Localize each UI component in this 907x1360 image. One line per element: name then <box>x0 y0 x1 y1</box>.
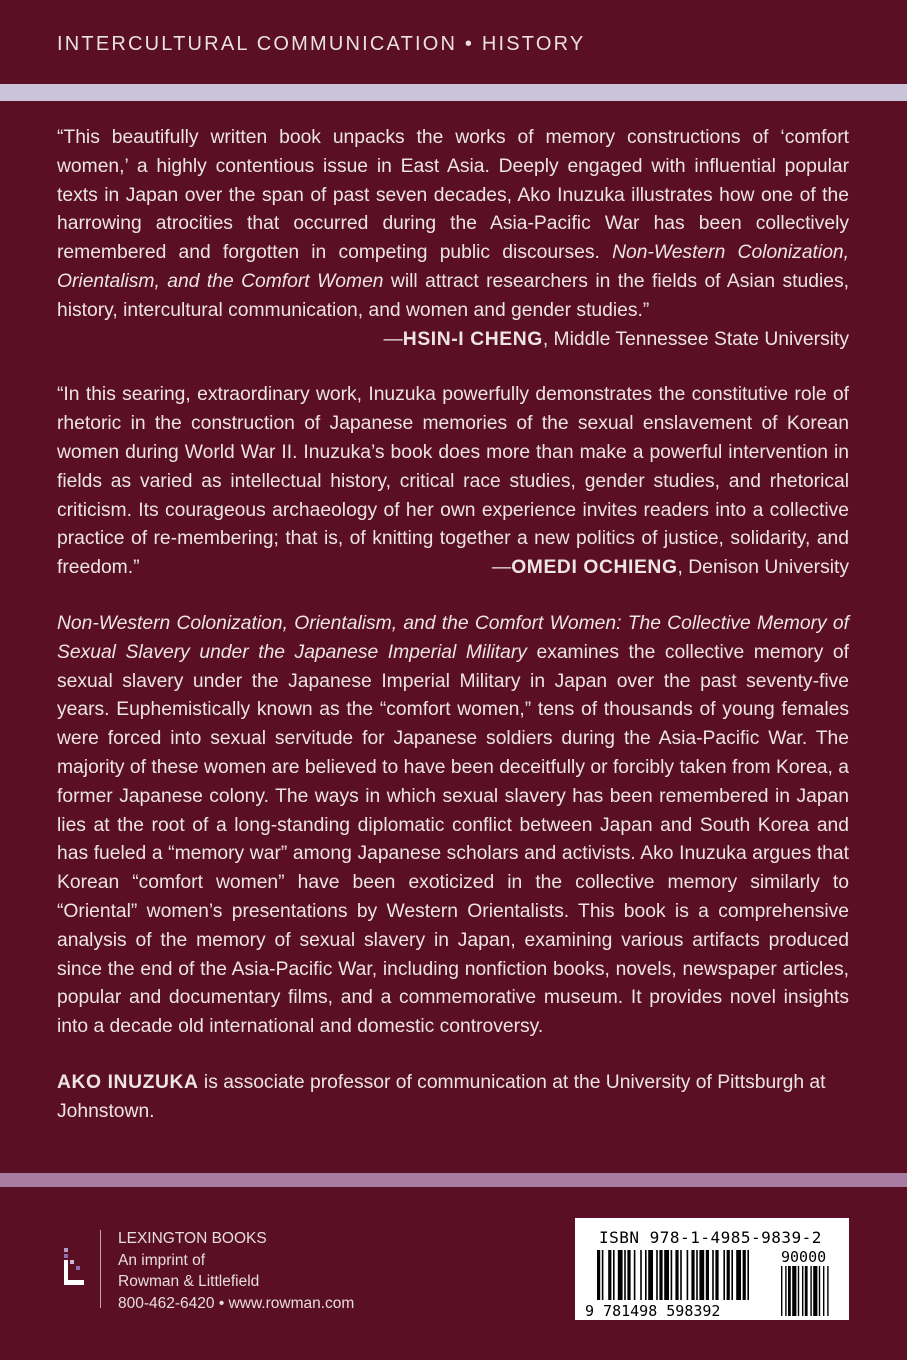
attribution-cheng: —HSIN-I CHENG, Middle Tennessee State University <box>383 328 849 350</box>
barcode-bar <box>664 1250 669 1300</box>
barcode-bar <box>743 1250 746 1300</box>
addon-bar <box>788 1266 791 1316</box>
publisher-name: LEXINGTON BOOKS <box>118 1230 267 1247</box>
author-name: AKO INUZUKA <box>57 1071 199 1093</box>
publisher-divider <box>100 1230 101 1308</box>
publisher-block <box>50 1226 450 1312</box>
barcode-bar <box>608 1250 611 1300</box>
addon-bar <box>810 1266 811 1316</box>
price-code: 90000 <box>781 1250 827 1266</box>
barcode-bar <box>699 1250 704 1300</box>
addon-bar <box>802 1266 803 1316</box>
addon-bar <box>805 1266 808 1316</box>
isbn-barcode <box>575 1218 849 1320</box>
endorser-name: OMEDI OCHIENG <box>511 557 678 579</box>
barcode-bar <box>696 1250 698 1300</box>
barcode-bar <box>747 1250 749 1300</box>
addon-bar <box>823 1266 824 1316</box>
barcode-bar <box>727 1250 730 1300</box>
publisher-info <box>118 1228 354 1314</box>
barcode-bar <box>659 1250 662 1300</box>
barcode-bar <box>624 1250 626 1300</box>
barcode-bar <box>712 1250 714 1300</box>
barcode-bar <box>627 1250 630 1300</box>
author-bio: AKO INUZUKA is associate professor of communication at the University of Pittsburgh at Johnstown. <box>57 1071 826 1122</box>
category-label: INTERCULTURAL COMMUNICATION • HISTORY <box>57 33 586 55</box>
barcode-bar <box>715 1250 718 1300</box>
barcode-bar <box>656 1250 658 1300</box>
imprint-line: An imprint of <box>118 1251 206 1269</box>
barcode-bar <box>648 1250 653 1300</box>
barcode-bar <box>691 1250 694 1300</box>
barcode-graphic <box>583 1250 845 1318</box>
book-title-italic: Non-Western Colonization, Orientalism, and the Comfort Women <box>57 242 849 292</box>
book-full-title-italic: Non-Western Colonization, Orientalism, and the Comfort Women: The Collective Memory of Sexual Slavery under the Japanese Imperial Military <box>57 612 849 663</box>
barcode-bar <box>736 1250 741 1300</box>
endorser-name: HSIN-I CHENG <box>402 328 543 350</box>
top-divider-bar <box>0 84 907 101</box>
barcode-bar <box>645 1250 647 1300</box>
isbn-number: ISBN 978-1-4985-9839-2 <box>599 1228 822 1247</box>
barcode-bar <box>640 1250 642 1300</box>
blurb-cheng: “This beautifully written book unpacks the works of memory constructions of ‘comfort women,’ a highly contentious issue in East Asia. Deeply engaged with influential popular texts in Japan over the span of past seven decades, Ako Inuzuka illustrates how one of the harrowing atrocities that occurred during the Asia-Pacific War has been collectively remembered and forgotten in competing public discourses. Non-Western Colonization, Orientalism, and the Comfort Women will attract researchers in the fields of Asian studies, history, intercultural communication, and women and gender studies.” <box>57 127 849 321</box>
book-description: Non-Western Colonization, Orientalism, and the Comfort Women: The Collective Memory of Sexual Slavery under the Japanese Imperial Military examines the collective memory of sexual slavery under the Japanese Imperial Military in Japan over the past seventy-five years. Euphemistically known as the “comfort women,” tens of thousands of young females were forced into sexual servitude for Japanese soldiers during the Asia-Pacific War. The majority of these women are believed to have been deceitfully or forcibly taken from Korea, a former Japanese colony. The ways in which sexual slavery has been remembered in Japan lies at the root of a long-standing diplomatic conflict between Japan and South Korea and has fueled a “memory war” among Japanese scholars and activists. Ako Inuzuka argues that Korean “comfort women” have been exoticized in the collective memory similarly to “Oriental” women’s presentations by Western Orientalists. This book is a comprehensive analysis of the memory of sexual slavery in Japan, examining various artifacts produced since the end of the Asia-Pacific War, including nonfiction books, novels, newspaper articles, popular and documentary films, and a commemorative museum. It provides novel insights into a decade old international and domestic controversy. <box>57 612 849 1038</box>
barcode-bar <box>613 1250 615 1300</box>
addon-bar <box>813 1266 817 1316</box>
blurb-ochieng: “In this searing, extraordinary work, Inuzuka powerfully demonstrates the constitutive role of rhetoric in the construction of Japanese memories of the sexual enslavement of Korean women during World War II. Inuzuka’s book does more than make a powerful intervention in fields as varied as intellectual history, critical race studies, gender studies, and rhetorical criticism. Its courageous archaeology of her own experience invites readers into a collective practice of re-membering; that is, of knitting together a new politics of justice, solidarity, and freedom.” —OMEDI OCHIENG, Denison University <box>57 381 849 583</box>
barcode-bar <box>602 1250 604 1300</box>
ean-digits: 9 781498 598392 <box>585 1302 721 1318</box>
addon-bar <box>785 1266 786 1316</box>
barcode-bar <box>675 1250 678 1300</box>
addon-bar <box>781 1266 782 1316</box>
addon-bar <box>827 1266 828 1316</box>
barcode-bar <box>634 1250 636 1300</box>
bottom-divider-bar <box>0 1173 907 1187</box>
barcode-bar <box>731 1250 733 1300</box>
barcode-bar <box>597 1250 600 1300</box>
barcode-bar <box>723 1250 725 1300</box>
addon-bar <box>792 1266 796 1316</box>
publisher-contact: 800-462-6420 • www.rowman.com <box>118 1294 355 1312</box>
addon-bar <box>819 1266 820 1316</box>
barcode-bar <box>671 1250 673 1300</box>
addon-bar <box>798 1266 799 1316</box>
barcode-bar <box>680 1250 682 1300</box>
barcode-bar <box>618 1250 623 1300</box>
back-cover-text <box>57 124 849 1127</box>
attribution-ochieng: —OMEDI OCHIENG, Denison University <box>491 557 849 579</box>
lexington-logo-icon <box>50 1246 86 1290</box>
parent-publisher: Rowman & Littlefield <box>118 1273 260 1291</box>
barcode-bar <box>706 1250 709 1300</box>
barcode-bar <box>687 1250 689 1300</box>
